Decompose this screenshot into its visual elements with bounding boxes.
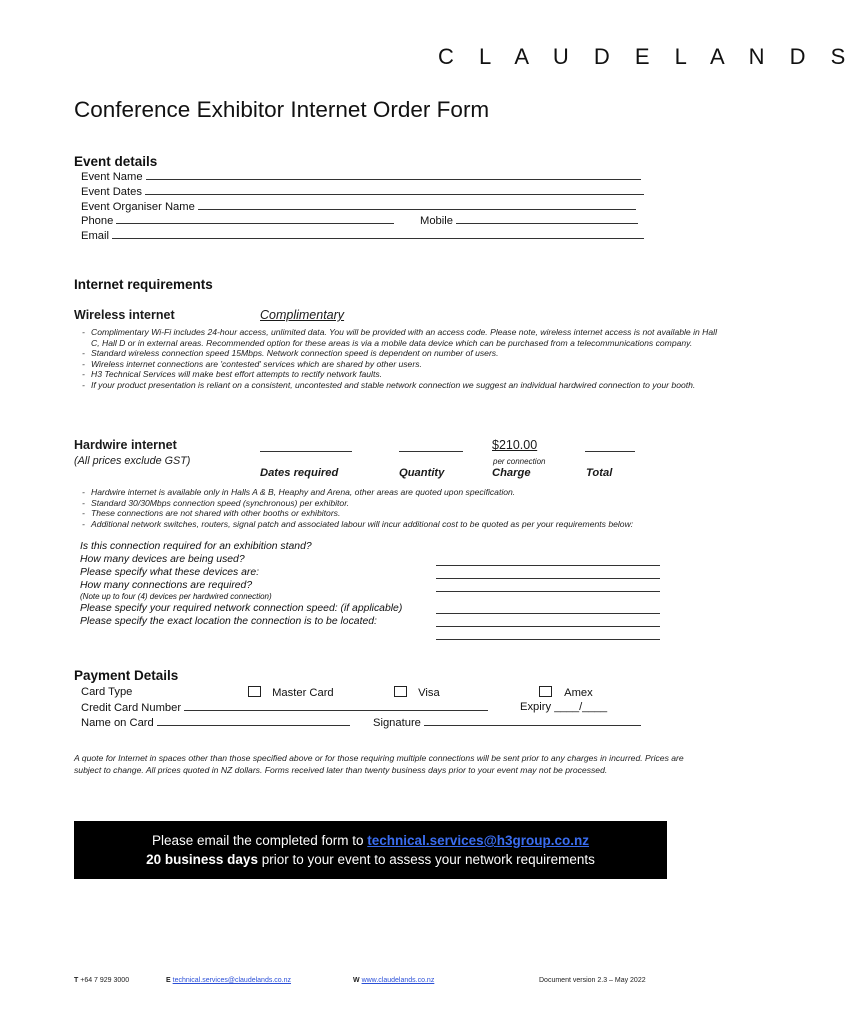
name-on-card-field[interactable] (81, 716, 350, 729)
footer-email (166, 977, 291, 984)
wireless-internet-label: Wireless internet (74, 308, 175, 322)
visa-option[interactable] (394, 686, 440, 699)
answer-line[interactable] (436, 578, 660, 579)
event-dates-label: Event Dates (81, 186, 142, 198)
col-quantity: Quantity (399, 467, 445, 479)
wireless-note: - Standard wireless connection speed 15Mbps. Network connection speed is dependent on number of users. (82, 348, 722, 359)
question-connections-count: How many connections are required? (80, 580, 253, 591)
event-name-field[interactable] (81, 170, 641, 183)
footer-web-prefix: W (353, 977, 360, 984)
email-label: Email (81, 230, 109, 242)
col-dates-required: Dates required (260, 467, 339, 479)
amex-label: Amex (564, 687, 593, 699)
name-on-card-line (157, 716, 350, 726)
footer-document-version: Document version 2.3 – May 2022 (539, 977, 646, 984)
mobile-line (456, 214, 638, 224)
internet-requirements-heading: Internet requirements (74, 277, 213, 292)
event-organiser-line (198, 200, 636, 210)
card-number-line (184, 701, 488, 711)
wireless-note: - If your product presentation is reliant on a consistent, uncontested and stable network connection we suggest an individual hardwired connection to your booth. (82, 380, 722, 391)
answer-line[interactable] (436, 613, 660, 614)
banner-prefix: Please email the completed form to (151, 833, 368, 848)
email-field[interactable] (81, 229, 644, 242)
footer-phone-prefix: T (74, 977, 79, 984)
answer-line[interactable] (436, 626, 660, 627)
banner-line-2 (74, 852, 667, 867)
signature-line (424, 716, 641, 726)
per-connection-note: per connection (493, 457, 546, 466)
payment-details-heading: Payment Details (74, 668, 179, 683)
footer-web-link[interactable]: www.claudelands.co.nz (361, 977, 435, 984)
banner-rest: prior to your event to assess your network requirements (257, 852, 595, 867)
question-exhibition-stand: Is this connection required for an exhibition stand? (80, 541, 312, 552)
phone-label: Phone (81, 215, 114, 227)
event-organiser-label: Event Organiser Name (81, 201, 195, 213)
footer-phone-number: +64 7 929 3000 (80, 977, 130, 984)
hardwire-price: $210.00 (492, 438, 538, 452)
event-name-label: Event Name (81, 171, 143, 183)
footer-email-prefix: E (166, 977, 171, 984)
email-instruction-banner (74, 821, 667, 879)
col-total: Total (586, 467, 613, 479)
expiry-field[interactable]: Expiry ____/____ (520, 701, 608, 713)
disclaimer-text: A quote for Internet in spaces other than those specified above or for those requiring multiple connections will be sent prior to any charges in incurred. Prices are subject to change. All prices quoted in NZ dollars. Forms received later than twenty business days prior to your event may not be processed. (74, 753, 684, 775)
question-location: Please specify the exact location the connection is to be located: (80, 616, 377, 627)
question-network-speed: Please specify your required network connection speed: (if applicable) (80, 603, 403, 614)
question-devices-type: Please specify what these devices are: (80, 567, 260, 578)
footer-email-link[interactable]: technical.services@claudelands.co.nz (172, 977, 292, 984)
hardwire-note: - Hardwire internet is available only in Halls A & B, Heaphy and Arena, other areas are quoted upon specification. (82, 487, 722, 498)
mastercard-checkbox[interactable] (248, 686, 261, 697)
banner-business-days: 20 business days (146, 852, 258, 867)
amex-option[interactable] (539, 686, 593, 699)
question-connections-note: (Note up to four (4) devices per hardwired connection) (80, 592, 272, 601)
hardwire-note: - These connections are not shared with other booths or exhibitors. (82, 508, 722, 519)
banner-line-1 (74, 833, 667, 848)
event-name-line (146, 170, 641, 180)
card-number-label: Credit Card Number (81, 702, 182, 714)
hardwire-note: - Additional network switches, routers, signal patch and associated labour will incur additional cost to be quoted as per your requirements below: (82, 519, 722, 530)
answer-line[interactable] (436, 639, 660, 640)
wireless-notes-list (82, 327, 722, 391)
brand-logo: C L A U D E L A N D S (438, 44, 855, 69)
page-title: Conference Exhibitor Internet Order Form (74, 97, 490, 122)
name-on-card-label: Name on Card (81, 717, 154, 729)
wireless-note: - Complimentary Wi-Fi includes 24-hour access, unlimited data. You will be provided with an access code. Please note, wireless internet access is not available in Hall C, Hall D or in external areas. Recommended option for these areas is via a mobile data device which can be purchased from a telecommunications company. (82, 327, 722, 348)
event-dates-field[interactable] (81, 185, 644, 198)
email-line (112, 229, 644, 239)
mobile-field[interactable] (420, 214, 638, 227)
card-type-label: Card Type (81, 686, 133, 698)
question-devices-count: How many devices are being used? (80, 554, 245, 565)
signature-label: Signature (373, 717, 421, 729)
col-charge: Charge (492, 467, 531, 479)
card-number-field[interactable] (81, 701, 488, 714)
signature-field[interactable] (373, 716, 641, 729)
hardwire-gst-note: (All prices exclude GST) (74, 455, 191, 467)
hardwire-notes-list (82, 487, 722, 529)
visa-checkbox[interactable] (394, 686, 407, 697)
wireless-price: Complimentary (260, 308, 345, 322)
wireless-note: - H3 Technical Services will make best effort attempts to rectify network faults. (82, 369, 722, 380)
answer-line[interactable] (436, 591, 660, 592)
event-dates-line (145, 185, 644, 195)
wireless-note: - Wireless internet connections are 'contested' services which are shared by other users. (82, 359, 722, 370)
mobile-label: Mobile (420, 215, 453, 227)
hardwire-note: - Standard 30/30Mbps connection speed (synchronous) per exhibitor. (82, 498, 722, 509)
event-organiser-field[interactable] (81, 200, 636, 213)
mastercard-label: Master Card (272, 687, 334, 699)
footer-web (353, 977, 434, 984)
phone-line (116, 214, 394, 224)
event-details-heading: Event details (74, 154, 158, 169)
dates-required-input[interactable] (260, 451, 352, 452)
phone-field[interactable] (81, 214, 394, 227)
hardwire-internet-label: Hardwire internet (74, 438, 177, 452)
footer-phone (74, 977, 129, 984)
total-input[interactable] (585, 451, 635, 452)
answer-line[interactable] (436, 565, 660, 566)
visa-label: Visa (418, 687, 440, 699)
quantity-input[interactable] (399, 451, 463, 452)
amex-checkbox[interactable] (539, 686, 552, 697)
mastercard-option[interactable] (248, 686, 334, 699)
banner-email-link[interactable]: technical.services@h3group.co.nz (367, 833, 590, 848)
